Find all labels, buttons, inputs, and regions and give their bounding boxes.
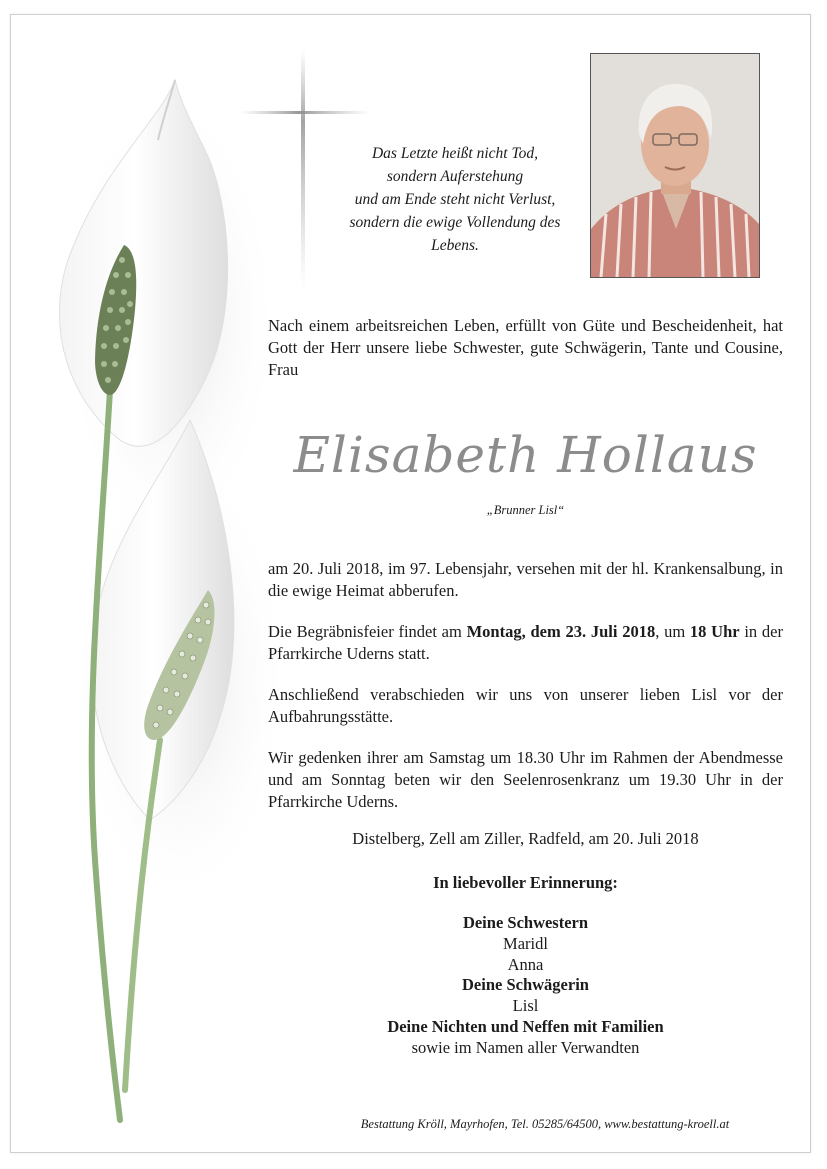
place-date: Distelberg, Zell am Ziller, Radfeld, am 20. Juli 2018	[352, 829, 699, 848]
funeral-paragraph	[268, 621, 783, 665]
mourner-note: sowie im Namen aller Verwandten	[411, 1037, 640, 1057]
funeral-home-footer: Bestattung Kröll, Mayrhofen, Tel. 05285/64500, www.bestattung-kroell.at	[360, 1117, 730, 1131]
quote-line: Lebens.	[431, 237, 479, 254]
quote-verse	[320, 142, 590, 257]
funeral-day: Montag, dem 23. Juli 2018	[466, 622, 656, 641]
mourner-name: Anna	[507, 954, 544, 974]
deceased-name: Elisabeth Hollaus	[293, 426, 758, 484]
mourner-heading: Deine Schwägerin	[462, 975, 589, 995]
portrait-photo	[590, 53, 760, 278]
mourner-name: Maridl	[503, 933, 548, 953]
farewell-paragraph	[268, 684, 783, 728]
mourners-list	[268, 913, 783, 1059]
funeral-prefix: Die Begräbnisfeier findet am	[268, 622, 467, 641]
quote-line: sondern die ewige Vollendung des	[349, 214, 561, 231]
funeral-middle: , um	[655, 622, 690, 641]
funeral-suffix: in der Pfarrkirche Uderns statt.	[268, 622, 783, 663]
intro-text	[268, 315, 783, 381]
prayer-text: Wir gedenken ihrer am Samstag um 18.30 Uhr im Rahmen der Abendmesse und am Sonntag beten wir den Seelenrosenkranz um 19.30 Uhr in der Pfarrkirche Uderns.	[268, 748, 783, 811]
farewell-text: Anschließend verabschieden wir uns von unserer lieben Lisl vor der Aufbahrungsstätte.	[268, 685, 783, 726]
death-text: am 20. Juli 2018, im 97. Lebensjahr, versehen mit der hl. Krankensalbung, in die ewige Heimat abberufen.	[268, 559, 783, 600]
funeral-time: 18 Uhr	[689, 622, 740, 641]
quote-line: Das Letzte heißt nicht Tod,	[371, 145, 539, 162]
deceased-nickname: „Brunner Lisl“	[486, 503, 565, 517]
mourner-heading: Deine Nichten und Neffen mit Familien	[387, 1016, 664, 1036]
mourner-heading: Deine Schwestern	[462, 913, 589, 932]
closing-line: In liebevoller Erinnerung:	[433, 873, 618, 892]
quote-line: sondern Auferstehung	[386, 168, 524, 185]
quote-line: und am Ende steht nicht Verlust,	[354, 191, 556, 208]
prayer-paragraph	[268, 747, 783, 813]
intro-paragraph: Nach einem arbeitsreichen Leben, erfüllt von Güte und Bescheidenheit, hat Gott der Herr unsere liebe Schwester, gute Schwägerin, Tante und Cousine, Frau	[268, 316, 783, 379]
death-paragraph	[268, 558, 783, 602]
mourner-name: Lisl	[512, 996, 539, 1016]
